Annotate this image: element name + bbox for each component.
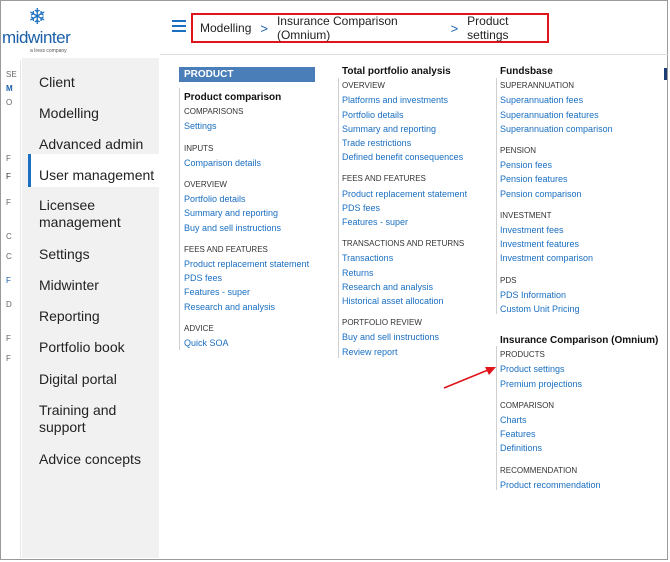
sidebar-item-client[interactable]: Client [39, 74, 75, 90]
section-caption: PRODUCTS [500, 350, 545, 360]
column-divider [496, 78, 497, 314]
link-superannuation-fees[interactable]: Superannuation fees [500, 95, 584, 106]
link-settings[interactable]: Settings [184, 121, 217, 132]
strip-text: F [6, 198, 11, 207]
strip-text: M [6, 84, 13, 93]
total-portfolio-column [342, 65, 467, 359]
active-item-indicator [28, 154, 31, 187]
red-arrow-icon [440, 362, 500, 392]
section-caption: INPUTS [184, 143, 214, 153]
link-platforms-and-investments[interactable]: Platforms and investments [342, 95, 449, 106]
strip-text: O [6, 98, 13, 107]
link-defined-benefit-consequences[interactable]: Defined benefit consequences [342, 152, 464, 163]
breadcrumb [191, 13, 549, 43]
sidebar-item-digital-portal[interactable]: Digital portal [39, 371, 117, 387]
strip-text: F [6, 172, 11, 181]
insurance-comparison-title: Insurance Comparison (Omnium) [500, 335, 659, 346]
link-investment-features[interactable]: Investment features [500, 239, 580, 250]
link-portfolio-details[interactable]: Portfolio details [342, 109, 404, 120]
sidebar-item-advice-concepts[interactable]: Advice concepts [39, 451, 141, 467]
sidebar-item-portfolio-book[interactable]: Portfolio book [39, 339, 125, 355]
section-caption: OVERVIEW [184, 180, 227, 190]
sidebar-menu [22, 58, 159, 558]
sidebar-item-user-management[interactable]: User management [39, 167, 155, 183]
header-divider [160, 54, 668, 55]
link-pds-fees[interactable]: PDS fees [342, 202, 381, 213]
strip-text: F [6, 354, 11, 363]
link-superannuation-comparison[interactable]: Superannuation comparison [500, 123, 613, 134]
link-product-replacement-statement[interactable]: Product replacement statement [184, 259, 310, 270]
strip-text: SE [6, 70, 17, 79]
sidebar-item-reporting[interactable]: Reporting [39, 308, 100, 324]
link-buy-and-sell-instructions[interactable]: Buy and sell instructions [342, 332, 440, 343]
link-portfolio-details[interactable]: Portfolio details [184, 194, 246, 205]
section-caption: COMPARISONS [184, 107, 244, 117]
scroll-edge-marker [664, 68, 667, 80]
link-review-report[interactable]: Review report [342, 346, 398, 357]
chevron-right-icon: > [260, 20, 268, 36]
snowflake-icon: ❄ [28, 4, 47, 29]
link-quick-soa[interactable]: Quick SOA [184, 338, 229, 349]
breadcrumb-modelling[interactable]: Modelling [200, 21, 252, 35]
fundsbase-title: Fundsbase [500, 66, 553, 77]
column-divider [179, 88, 180, 350]
section-caption: COMPARISON [500, 400, 555, 410]
link-summary-and-reporting[interactable]: Summary and reporting [184, 208, 279, 219]
link-superannuation-features[interactable]: Superannuation features [500, 109, 599, 120]
product-comparison-title: Product comparison [184, 92, 282, 103]
link-custom-unit-pricing[interactable]: Custom Unit Pricing [500, 304, 580, 315]
sidebar-item-licensee-management[interactable]: Licensee management [39, 197, 121, 230]
link-pension-comparison[interactable]: Pension comparison [500, 188, 582, 199]
section-caption: SUPERANNUATION [500, 81, 575, 91]
midwinter-logo[interactable] [0, 4, 86, 54]
strip-text: F [6, 154, 11, 163]
section-caption: FEES AND FEATURES [184, 244, 268, 254]
strip-text: C [6, 252, 12, 261]
link-transactions[interactable]: Transactions [342, 253, 394, 264]
section-caption: PENSION [500, 146, 537, 156]
section-caption: PORTFOLIO REVIEW [342, 318, 422, 328]
section-caption: INVESTMENT [500, 210, 552, 220]
chevron-right-icon: > [450, 20, 459, 36]
link-investment-fees[interactable]: Investment fees [500, 225, 564, 236]
fundsbase-column [500, 65, 613, 316]
strip-text: F [6, 334, 11, 343]
link-product-replacement-statement[interactable]: Product replacement statement [342, 188, 468, 199]
section-caption: RECOMMENDATION [500, 465, 578, 475]
link-charts[interactable]: Charts [500, 415, 527, 426]
link-summary-and-reporting[interactable]: Summary and reporting [342, 123, 437, 134]
sidebar-item-settings[interactable]: Settings [39, 246, 90, 262]
strip-text: D [6, 300, 12, 309]
link-pension-fees[interactable]: Pension fees [500, 160, 553, 171]
total-portfolio-title: Total portfolio analysis [342, 66, 451, 77]
section-caption: ADVICE [184, 323, 214, 333]
column-divider [338, 78, 339, 358]
link-features-super[interactable]: Features - super [184, 287, 251, 298]
link-pds-information[interactable]: PDS Information [500, 289, 567, 300]
link-product-settings[interactable]: Product settings [500, 364, 565, 375]
link-features[interactable]: Features [500, 429, 536, 440]
sidebar-item-advanced-admin[interactable]: Advanced admin [39, 136, 144, 152]
breadcrumb-insurance-comparison[interactable]: Insurance Comparison (Omnium) [276, 14, 398, 42]
hamburger-icon[interactable] [172, 20, 186, 32]
link-investment-comparison[interactable]: Investment comparison [500, 253, 594, 264]
section-caption: OVERVIEW [342, 81, 385, 91]
sidebar-item-midwinter[interactable]: Midwinter [39, 277, 99, 293]
link-definitions[interactable]: Definitions [500, 443, 543, 454]
breadcrumb-product-settings: Product settings [467, 14, 509, 42]
sidebar-item-modelling[interactable]: Modelling [39, 105, 99, 121]
link-historical-asset-allocation[interactable]: Historical asset allocation [342, 296, 444, 307]
section-caption: FEES AND FEATURES [342, 174, 426, 184]
link-research-and-analysis[interactable]: Research and analysis [184, 301, 276, 312]
link-features-super[interactable]: Features - super [342, 217, 409, 228]
link-returns[interactable]: Returns [342, 267, 374, 278]
link-product-recommendation[interactable]: Product recommendation [500, 479, 601, 490]
logo-tagline: a Iress company [30, 48, 67, 54]
strip-text: F [6, 276, 11, 285]
link-premium-projections[interactable]: Premium projections [500, 378, 583, 389]
strip-text: C [6, 232, 12, 241]
link-buy-and-sell-instructions[interactable]: Buy and sell instructions [184, 222, 282, 233]
product-column [184, 91, 309, 350]
link-trade-restrictions[interactable]: Trade restrictions [342, 138, 412, 149]
sidebar-item-training-and-support[interactable]: Training and support [39, 402, 117, 435]
section-caption: PDS [500, 275, 517, 285]
link-research-and-analysis[interactable]: Research and analysis [342, 281, 434, 292]
product-heading: PRODUCT [179, 67, 315, 82]
insurance-column [500, 334, 658, 492]
link-pds-fees[interactable]: PDS fees [184, 273, 223, 284]
logo-wordmark: midwinter [2, 28, 71, 47]
section-caption: TRANSACTIONS AND RETURNS [342, 239, 465, 249]
link-comparison-details[interactable]: Comparison details [184, 157, 262, 168]
link-pension-features[interactable]: Pension features [500, 174, 568, 185]
